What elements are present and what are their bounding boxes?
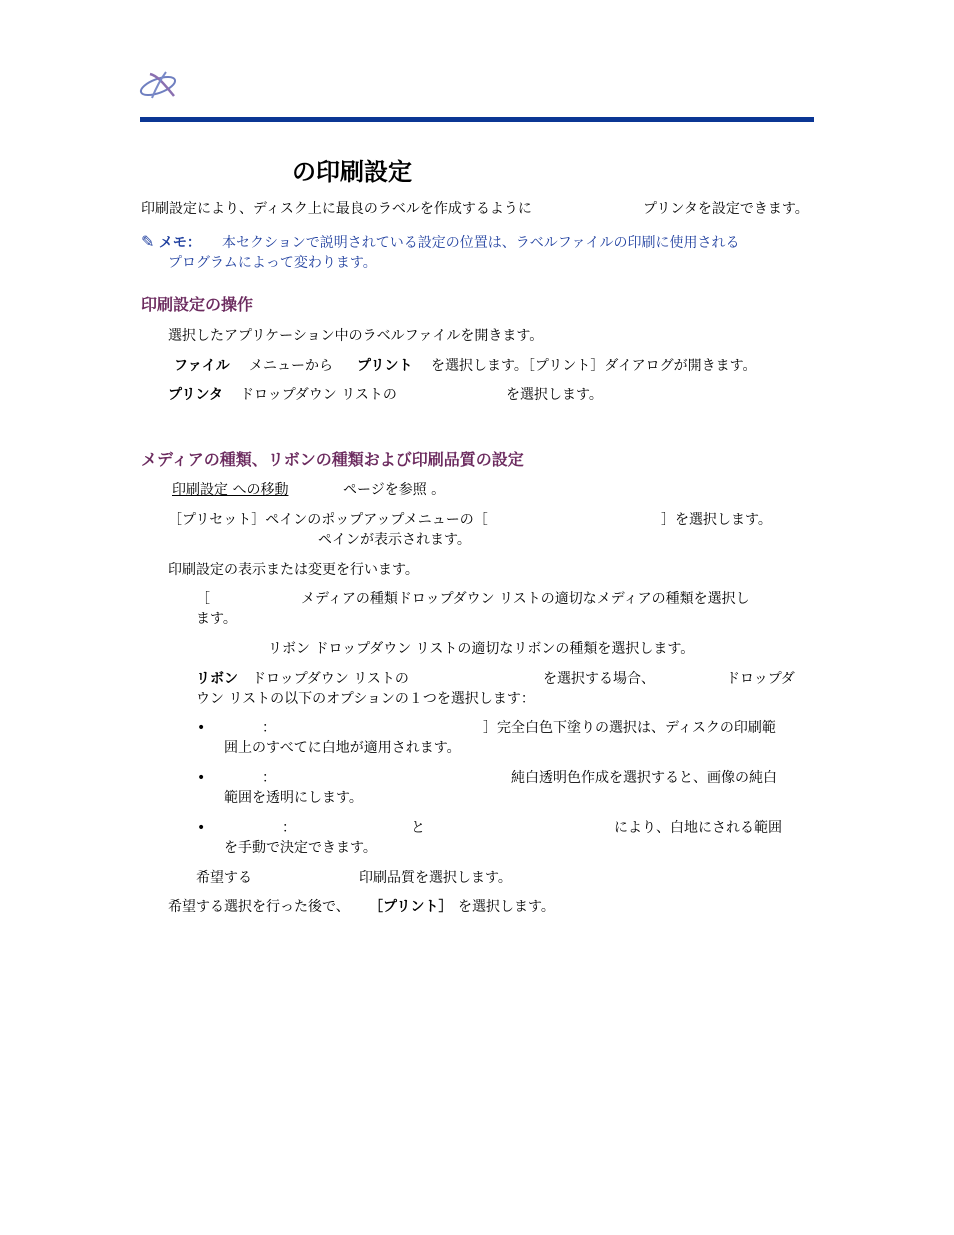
sub3-ribbon: リボン (196, 671, 238, 687)
step2-text-b: メニューから (249, 358, 333, 374)
bullet-2-text-a: 純白透明色作成を選択すると、画像の純白 (511, 770, 777, 786)
logo-icon (138, 70, 180, 100)
sub4-text-a: 希望する (196, 870, 252, 886)
bullet-1-text-a: ］完全白色下塗りの選択は、ディスクの印刷範 (483, 720, 776, 736)
sub3-text-e: ウン リストの以下のオプションの１つを選択します： (196, 691, 535, 707)
bullet-1-dot: • (197, 720, 206, 736)
step3-text-b: ドロップダウン リストの (240, 387, 397, 403)
step1: 選択したアプリケーション中のラベルファイルを開きます。 (168, 328, 544, 344)
note (141, 232, 201, 253)
sub3-text-b: ドロップダウン リストの (252, 671, 409, 687)
preset-text-b: ］を選択します。 (661, 512, 772, 528)
final-print: ［プリント］ (369, 899, 453, 915)
step3-text-c: を選択します。 (506, 387, 603, 403)
bullet-3-dot: • (197, 820, 206, 836)
sub2-text: リボン ドロップダウン リストの適切なリボンの種類を選択します。 (268, 641, 695, 657)
sub3-text-c: を選択する場合、 (543, 671, 655, 687)
preset-text-a: ［プリセット］ペインのポップアップメニューの［ (168, 512, 488, 528)
bullet-1-colon: ： (262, 720, 276, 736)
intro-text-a: 印刷設定により、ディスク上に最良のラベルを作成するように (141, 201, 532, 217)
intro-text-b: プリンタを設定できます。 (643, 201, 809, 217)
step2-menu: ファイル (174, 358, 230, 374)
sub4-text-b: 印刷品質を選択します。 (359, 870, 512, 886)
bullet-3-text-a: により、白地にされる範囲 (614, 820, 782, 836)
bullet-2-dot: • (197, 770, 206, 786)
bullet-3-colon: ： (282, 820, 296, 836)
sub1-text-end: ます。 (196, 611, 237, 627)
step3-printer: プリンタ (168, 387, 223, 403)
bullet-2-colon: ： (262, 770, 276, 786)
final-text-a: 希望する選択を行った後で、 (168, 899, 350, 915)
view-change-text: 印刷設定の表示または変更を行います。 (168, 562, 419, 578)
bullet-2-text-b: 範囲を透明にします。 (224, 790, 363, 806)
bullet-3-text-b: を手動で決定できます。 (224, 840, 377, 856)
note-line2: プログラムによって変わります。 (168, 255, 377, 271)
print-settings-link[interactable]: 印刷設定 への移動 (172, 482, 289, 498)
note-label: メモ： (158, 235, 201, 251)
bullet-1-text-b: 囲上のすべてに白地が適用されます。 (224, 740, 461, 756)
page-title: の印刷設定 (292, 158, 412, 186)
pencil-icon: ✎ (141, 232, 155, 251)
step2-text-d: を選択します。［プリント］ダイアログが開きます。 (431, 358, 757, 374)
sub1-text: メディアの種類ドロップダウン リストの適切なメディアの種類を選択し (301, 591, 750, 607)
see-page-text: ページを参照 。 (343, 482, 446, 498)
note-line1: 本セクションで説明されている設定の位置は、ラベルファイルの印刷に使用される (222, 235, 740, 251)
bullet-3-mid: と (411, 820, 425, 836)
step2-print: プリント (357, 358, 413, 374)
sub1-bracket: ［ (196, 591, 210, 607)
sub3-text-d: ドロップダ (726, 671, 795, 687)
section1-heading: 印刷設定の操作 (141, 295, 254, 314)
header-rule (140, 117, 814, 122)
final-text-c: を選択します。 (458, 899, 555, 915)
section2-heading: メディアの種類、リボンの種類および印刷品質の設定 (141, 450, 524, 469)
preset-text-c: ペインが表示されます。 (318, 532, 471, 548)
